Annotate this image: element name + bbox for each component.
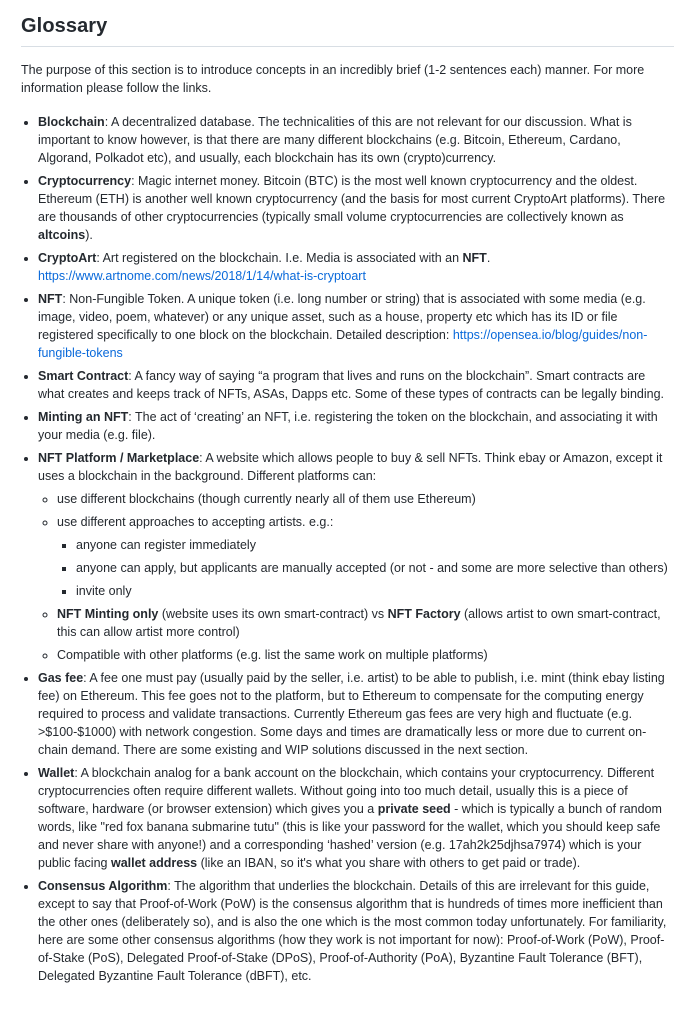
glossary-item [38, 764, 674, 872]
glossary-text: use different blockchains (though currently nearly all of them use Ethereum) [57, 492, 476, 506]
glossary-text: : A fancy way of saying “a program that lives and runs on the blockchain”. Smart contracts are what creates and keeps track of NFTs, ASAs, Dapps etc. Some of these types of contracts can be legally binding. [38, 369, 665, 401]
glossary-text: use different approaches to accepting artists. e.g.: [57, 515, 334, 529]
glossary-text: : Magic internet money. Bitcoin (BTC) is the most well known cryptocurrency and the oldest. Ethereum (ETH) is another well known cryptocurrency (and the basis for most current CryptoArt platforms). There are thousands of other cryptocurrencies (typically small volume cryptocurrencies are collectively known as [38, 174, 666, 224]
glossary-term: Minting an NFT [38, 410, 129, 424]
glossary-item [38, 449, 674, 664]
glossary-term: NFT Factory [387, 607, 461, 621]
glossary-text: : A fee one must pay (usually paid by the seller, i.e. artist) to be able to publish, i.e. mint (think ebay listing fee) on Ethereum. This fee goes not to the platform, but to Ethereum to compensate for the computing energy required to process and validate transactions. Currently Ethereum gas fees are very high and fluctuate (e.g. >$100-$1000) with network congestion. Some days and times are dramatically less or more due to current on-chain demand. There are some existing and WIP solutions discussed in the next section. [38, 671, 665, 757]
glossary-text: : A blockchain analog for a bank account on the blockchain, which contains your cryptocurrency. Different cryptocurrencies often require different wallets. Without going into too much detail, usually this is a piece of software, hardware (or browser extension) which gives you a [38, 766, 655, 816]
glossary-text: : Non-Fungible Token. A unique token (i.e. long number or string) that is associated with some media (e.g. image, video, poem, whatever) or any unique asset, such as a house, property etc which has its ID or file registered specifically to one block on the blockchain. Detailed description: [38, 292, 646, 342]
glossary-term: Blockchain [38, 115, 105, 129]
glossary-list [21, 113, 674, 985]
glossary-text: . [486, 251, 491, 265]
glossary-item [38, 113, 674, 167]
glossary-term: Smart Contract [38, 369, 129, 383]
glossary-sublist [57, 536, 674, 600]
glossary-text: Compatible with other platforms (e.g. list the same work on multiple platforms) [57, 648, 488, 662]
glossary-text: : A website which allows people to buy & sell NFTs. Think ebay or Amazon, except it uses a blockchain in the background. Different platforms can: [38, 451, 663, 483]
glossary-term: private seed [377, 802, 451, 816]
glossary-text: (allows artist to own smart-contract, this can allow artist more control) [57, 607, 661, 639]
glossary-term: Gas fee [38, 671, 84, 685]
glossary-item [57, 605, 674, 641]
glossary-item [38, 877, 674, 985]
glossary-term: NFT Platform / Marketplace [38, 451, 200, 465]
glossary-term: NFT [462, 251, 487, 265]
glossary-text: : The act of ‘creating’ an NFT, i.e. registering the token on the blockchain, and associating it with your media (e.g. file). [38, 410, 658, 442]
glossary-text: : A decentralized database. The technicalities of this are not relevant for our discussion. What is important to know however, is that there are many different blockchains (e.g. Bitcoin, Ethereum, Cardano, Algorand, Polkadot etc), and usually, each blockchain has its own (crypto)currency. [38, 115, 632, 165]
glossary-text: : Art registered on the blockchain. I.e. Media is associated with an [96, 251, 463, 265]
glossary-item [57, 490, 674, 508]
glossary-item [76, 536, 674, 554]
glossary-term: Cryptocurrency [38, 174, 132, 188]
glossary-term: Wallet [38, 766, 75, 780]
glossary-item [76, 582, 674, 600]
glossary-text: : The algorithm that underlies the blockchain. Details of this are irrelevant for this guide, except to say that Proof-of-Work (PoW) is the consensus algorithm that is hundreds of times more inefficient than the other ones (deliberately so), and is also the one which is the most common today unfortunately. For familiarity, here are some other consensus algorithms (how they work is not important for now): Proof-of-Work (PoW), Proof-of-Stake (PoS), Delegated Proof-of-Stake (DPoS), Proof-of-Authority (PoA), Byzantine Fault Tolerance (BFT), Delegated Byzantine Fault Tolerance (dBFT), etc. [38, 879, 667, 983]
glossary-text: invite only [76, 584, 132, 598]
glossary-item [57, 646, 674, 664]
glossary-text: - which is typically a bunch of random words, like "red fox banana submarine tutu" (this is like your password for the wallet, which you should keep safe and never share with anyone!) and a corresponding ‘hashed’ version (e.g. 17ah2k25djhsa7974) which is your public facing [38, 802, 662, 870]
glossary-item [57, 513, 674, 600]
glossary-text: anyone can apply, but applicants are manually accepted (or not - and some are more selective than others) [76, 561, 668, 575]
glossary-term: NFT Minting only [57, 607, 159, 621]
glossary-item [76, 559, 674, 577]
glossary-sublist [38, 490, 674, 664]
glossary-item [38, 669, 674, 759]
glossary-item [38, 408, 674, 444]
page-title: Glossary [21, 13, 674, 47]
glossary-term: CryptoArt [38, 251, 97, 265]
glossary-term: wallet address [110, 856, 198, 870]
external-link[interactable]: https://opensea.io/blog/guides/non-fungible-tokens [38, 328, 648, 360]
glossary-text: ). [85, 228, 93, 242]
intro-paragraph: The purpose of this section is to introduce concepts in an incredibly brief (1-2 sentences each) manner. For more information please follow the links. [21, 63, 645, 95]
glossary-term: altcoins [38, 228, 86, 242]
glossary-text: (like an IBAN, so it's what you share with others to get paid or trade). [197, 856, 581, 870]
glossary-item [38, 367, 674, 403]
glossary-text: anyone can register immediately [76, 538, 256, 552]
glossary-text: (website uses its own smart-contract) vs [158, 607, 388, 621]
external-link[interactable]: https://www.artnome.com/news/2018/1/14/what-is-cryptoart [38, 269, 366, 283]
glossary-item [38, 290, 674, 362]
glossary-item [38, 249, 674, 285]
glossary-item [38, 172, 674, 244]
glossary-term: NFT [38, 292, 63, 306]
glossary-term: Consensus Algorithm [38, 879, 168, 893]
